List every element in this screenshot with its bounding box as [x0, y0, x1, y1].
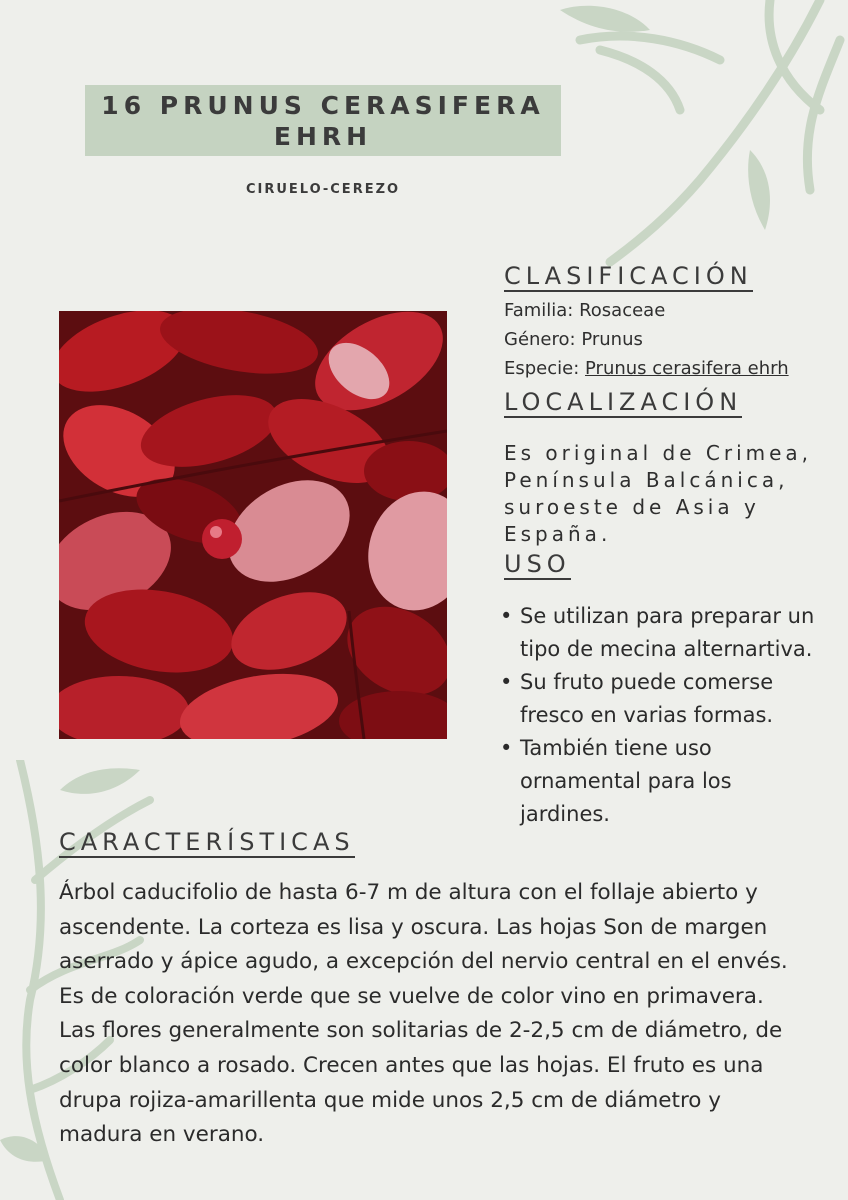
- uso-item-text: Su fruto puede comerse fresco en varias formas.: [520, 670, 774, 727]
- especie-label: Especie:: [504, 358, 586, 379]
- bullet-icon: •: [500, 604, 513, 628]
- localizacion-heading: LOCALIZACIÓN: [504, 388, 743, 416]
- uso-item-text: También tiene uso ornamental para los jardines.: [520, 736, 732, 826]
- caracteristicas-text: Árbol caducifolio de hasta 6-7 m de altura con el follaje abierto y ascendente. La corteza es lisa y oscura. Las hojas Son de margen aserrado y ápice agudo, a excepción del nervio central en el envés. Es de coloración verde que se vuelve de color vino en primavera. Las flores generalmente son solitarias de 2-2,5 cm de diámetro, de color blanco a rosado. Crecen antes que las hojas. El fruto es una drupa rojiza-amarillenta que mide unos 2,5 cm de diámetro y madura en verano.: [59, 880, 788, 1148]
- list-item: [498, 732, 828, 831]
- localizacion-text: Es original de Crimea, Península Balcánica, suroeste de Asia y España.: [504, 441, 813, 546]
- familia-row: [504, 296, 789, 325]
- uso-list: [498, 600, 828, 831]
- uso-item-text: Se utilizan para preparar un tipo de mecina alternartiva.: [520, 604, 815, 661]
- familia-value: Rosaceae: [579, 300, 666, 321]
- plant-photo: [59, 311, 447, 739]
- list-item: [498, 600, 828, 666]
- especie-row: [504, 354, 789, 383]
- caracteristicas-heading: CARACTERÍSTICAS: [59, 828, 355, 856]
- bullet-icon: •: [500, 736, 513, 760]
- genero-value: Prunus: [581, 329, 643, 350]
- clasificacion-list: [504, 296, 789, 383]
- clasificacion-heading: CLASIFICACIÓN: [504, 262, 753, 290]
- genero-label: Género:: [504, 329, 582, 350]
- especie-link[interactable]: Prunus cerasifera ehrh: [585, 358, 789, 379]
- familia-label: Familia:: [504, 300, 580, 321]
- leaf-decoration-top-right: [520, 0, 848, 270]
- bullet-icon: •: [500, 670, 513, 694]
- title-band: [85, 85, 561, 156]
- genero-row: [504, 325, 789, 354]
- page-title: 16 PRUNUS CERASIFERA EHRH: [101, 90, 545, 151]
- uso-heading: USO: [504, 550, 571, 578]
- common-name: CIRUELO-CEREZO: [245, 182, 401, 197]
- list-item: [498, 666, 828, 732]
